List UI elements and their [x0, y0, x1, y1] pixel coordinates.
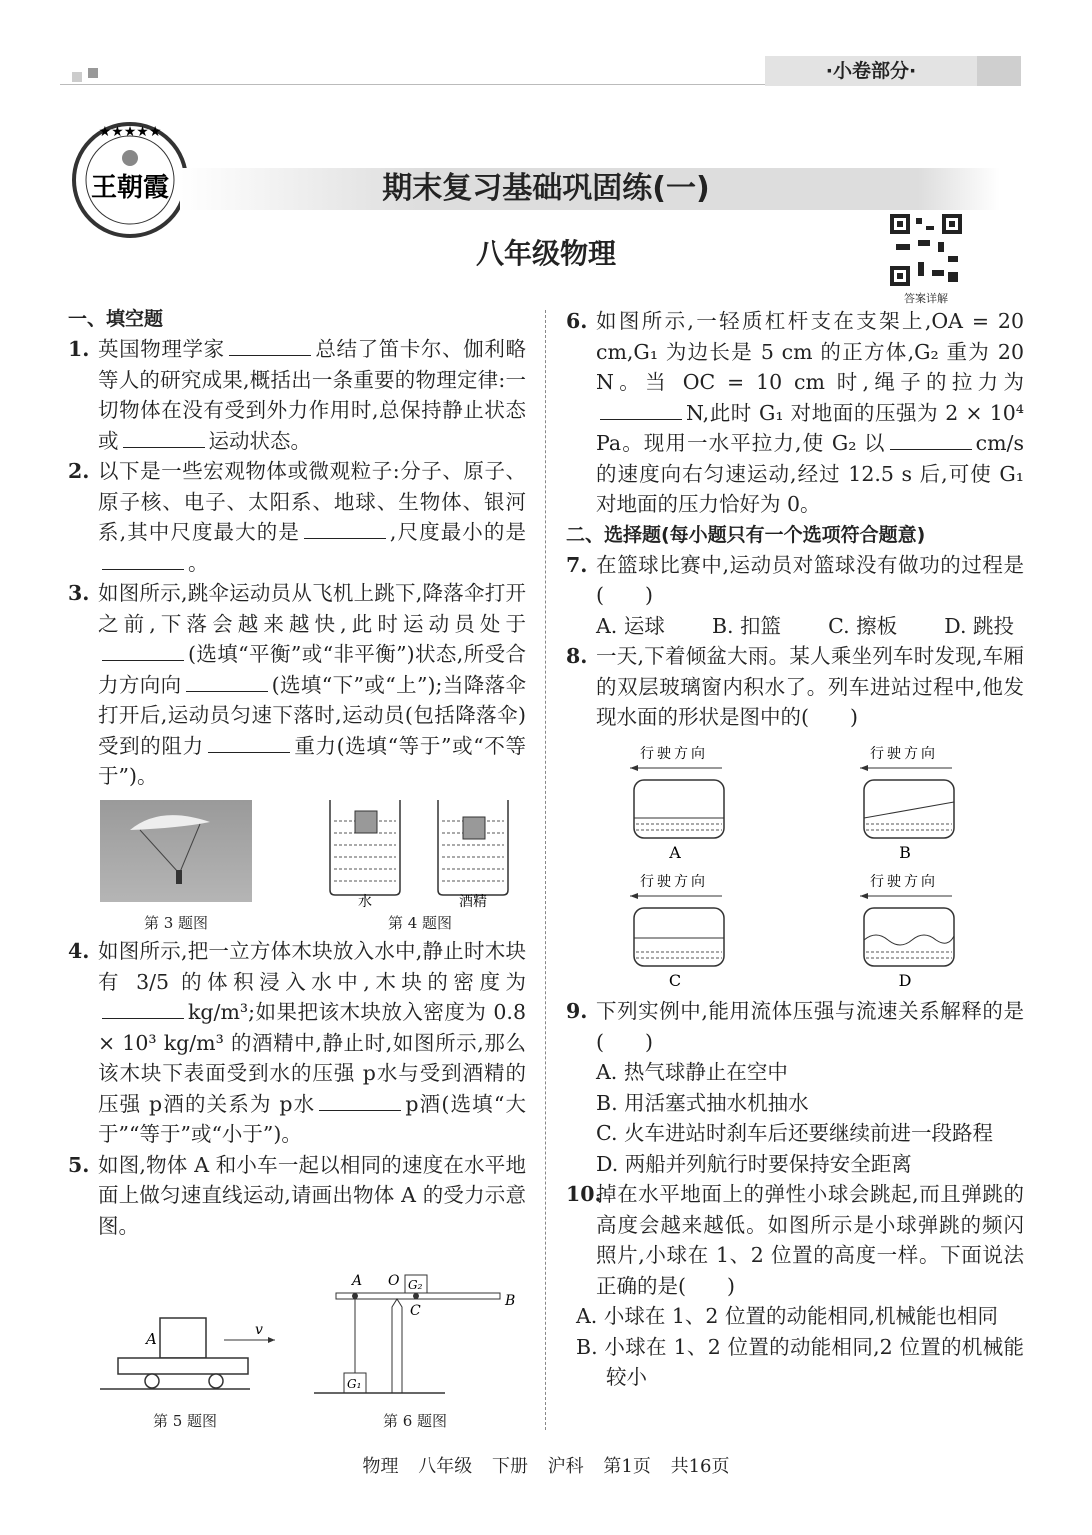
option-label: A	[669, 843, 681, 862]
water-shape-option-b[interactable]	[860, 745, 954, 862]
column-divider	[545, 310, 546, 1430]
question-2	[68, 456, 526, 578]
label-v: v	[255, 1322, 263, 1338]
question-7	[566, 550, 1024, 611]
question-number: 5.	[68, 1152, 90, 1177]
section-fill-blank: 一、填空题	[68, 308, 164, 330]
question-4	[68, 936, 526, 1150]
figure-4-caption: 第 4 题图	[387, 914, 453, 932]
question-number: 10.	[566, 1182, 602, 1206]
figure-5-caption: 第 5 题图	[152, 1412, 218, 1430]
option-d[interactable]: D. 两船并列航行时要保持安全距离	[596, 1151, 912, 1176]
option-a[interactable]: A. 运球	[596, 613, 665, 638]
water-shape-option-d[interactable]	[860, 873, 954, 990]
question-6	[566, 306, 1024, 520]
question-3	[68, 578, 526, 792]
svg-text:★★★★★: ★★★★★	[98, 124, 162, 140]
section-tag: ·小卷部分·	[765, 56, 977, 86]
question-text: 如图,物体 A 和小车一起以相同的速度在水平地面上做匀速直线运动,请画出物体 A 的受力示意图。	[98, 1152, 526, 1238]
question-text: 掉在水平地面上的弹性小球会跳起,而且弹跳的高度会越来越低。如图所示是小球弹跳的频闪照片,小球在 1、2 位置的高度一样。下面说法正确的是( )	[596, 1182, 1024, 1298]
answer-blank[interactable]	[186, 674, 268, 692]
option-b[interactable]: B. 扣篮	[711, 613, 782, 638]
section-multiple-choice: 二、选择题(每小题只有一个选项符合题意)	[566, 523, 926, 546]
option-a[interactable]: A. 热气球静止在空中	[596, 1060, 788, 1084]
label-alcohol: 酒精	[459, 894, 487, 910]
option-b[interactable]: B. 用活塞式抽水机抽水	[596, 1090, 809, 1115]
question-text: 一天,下着倾盆大雨。某人乘坐列车时发现,车厢的双层玻璃窗内积水了。列车进站过程中,他发现水面的形状是图中的( )	[596, 644, 1024, 729]
question-text: 英国物理学家 总结了笛卡尔、伽利略等人的研究成果,概括出一条重要的物理定律:一切物体在没有受到外力作用时,总保持静止状态或 运动状态。	[98, 337, 526, 453]
label-G2: G₂	[408, 1278, 423, 1292]
label-C: C	[410, 1303, 421, 1319]
page-footer: 物理 八年级 下册 沪科 第1页 共16页	[362, 1456, 730, 1477]
answer-blank[interactable]	[102, 643, 184, 661]
figure-4-beakers	[320, 795, 520, 910]
qr-caption: 答案详解	[904, 292, 948, 305]
answer-blank[interactable]	[102, 552, 184, 570]
question-1	[68, 334, 526, 456]
label-G1: G₁	[347, 1377, 362, 1391]
label-water: 水	[358, 894, 372, 910]
answer-blank[interactable]	[319, 1093, 401, 1111]
answer-blank[interactable]	[208, 735, 290, 753]
label-O: O	[388, 1273, 400, 1289]
question-text: 如图所示,跳伞运动员从飞机上跳下,降落伞打开之前,下落会越来越快,此时运动员处于(选填“平衡”或“非平衡”)状态,所受合力方向向 (选填“下”或“上”);当降落伞打开后,运动员匀速下落时,运动员(包括降落伞)受到的阻力 重力(选填“等于”或“不等于”)。	[98, 581, 527, 788]
figure-8-water-shapes	[620, 740, 1000, 995]
parachute-photo	[100, 800, 252, 902]
direction-label: 行驶方向	[640, 874, 708, 890]
option-label: B	[899, 843, 911, 862]
page-title: 期末复习基础巩固练(一)	[382, 171, 710, 206]
question-number: 1.	[68, 337, 90, 361]
qr-code[interactable]	[888, 212, 964, 288]
figure-6-caption: 第 6 题图	[382, 1412, 448, 1430]
question-text: 如图所示,把一立方体木块放入水中,静止时木块有 3/5 的体积浸入水中,木块的密度为kg/m³;如果把该木块放入密度为 0.8 × 10³ kg/m³ 的酒精中,静止时,如图所示,那么该木块下表面受到水的压强 p水与受到酒精的压强 p酒的关系为 p水 p酒(选填“大于”“等于”或“小于”)。	[98, 939, 526, 1146]
section-tag-box	[977, 56, 1021, 86]
question-number: 4.	[68, 939, 90, 963]
water-shape-option-c[interactable]	[630, 873, 724, 990]
question-text: 以下是一些宏观物体或微观粒子:分子、原子、原子核、电子、太阳系、地球、生物体、银河系,其中尺度最大的是 ,尺度最小的是。	[98, 459, 526, 575]
answer-blank[interactable]	[890, 432, 972, 450]
decor-square	[72, 72, 82, 82]
label-A: A	[146, 1330, 157, 1348]
option-a[interactable]: A. 小球在 1、2 位置的动能相同,机械能也相同	[576, 1304, 998, 1328]
figure-5-cart	[100, 1268, 290, 1403]
label-B: B	[505, 1293, 516, 1309]
question-number: 8.	[566, 644, 588, 668]
answer-blank[interactable]	[123, 430, 205, 448]
svg-text:王朝霞: 王朝霞	[90, 173, 170, 203]
question-10	[566, 1179, 1024, 1301]
option-c[interactable]: C. 火车进站时刹车后还要继续前进一段路程	[596, 1121, 993, 1145]
option-c[interactable]: C. 擦板	[828, 613, 898, 638]
answer-blank[interactable]	[102, 1001, 184, 1019]
direction-label: 行驶方向	[640, 746, 708, 762]
decor-square	[88, 68, 98, 78]
option-d[interactable]: D. 跳投	[944, 613, 1014, 638]
option-b[interactable]: B. 小球在 1、2 位置的动能相同,2 位置的机械能较小	[576, 1334, 1024, 1389]
question-text: 在篮球比赛中,运动员对篮球没有做功的过程是( )	[596, 552, 1024, 607]
question-number: 3.	[68, 581, 90, 605]
question-text: 如图所示,一轻质杠杆支在支架上,OA = 20 cm,G₁ 为边长是 5 cm 的正方体,G₂ 重为 20 N。当 OC = 10 cm 时,绳子的拉力为N,此时 G₁ 对地面的压强为 2 × 10⁴ Pa。现用一水平拉力,使 G₂ 以 cm/s 的速度向右匀速运动,经过 12.5 s 后,可使 G₁ 对地面的压力恰好为 0。	[596, 309, 1024, 516]
question-text: 下列实例中,能用流体压强与流速关系解释的是( )	[596, 999, 1024, 1054]
question-number: 9.	[566, 999, 588, 1023]
answer-blank[interactable]	[600, 402, 682, 420]
option-label: D	[898, 971, 912, 990]
water-shape-option-a[interactable]	[630, 745, 724, 862]
question-number: 2.	[68, 459, 90, 483]
figure-3-caption: 第 3 题图	[143, 914, 209, 932]
figure-6-lever	[310, 1265, 540, 1405]
direction-label: 行驶方向	[870, 746, 938, 762]
question-8	[566, 641, 1024, 733]
answer-blank[interactable]	[304, 521, 386, 539]
question-number: 6.	[566, 309, 588, 333]
question-5	[68, 1150, 526, 1242]
page-subtitle: 八年级物理	[475, 237, 616, 270]
question-number: 7.	[566, 552, 588, 577]
question-9	[566, 996, 1024, 1057]
answer-blank[interactable]	[229, 338, 311, 356]
direction-label: 行驶方向	[870, 874, 938, 890]
option-label: C	[668, 971, 682, 990]
label-A: A	[352, 1273, 363, 1289]
